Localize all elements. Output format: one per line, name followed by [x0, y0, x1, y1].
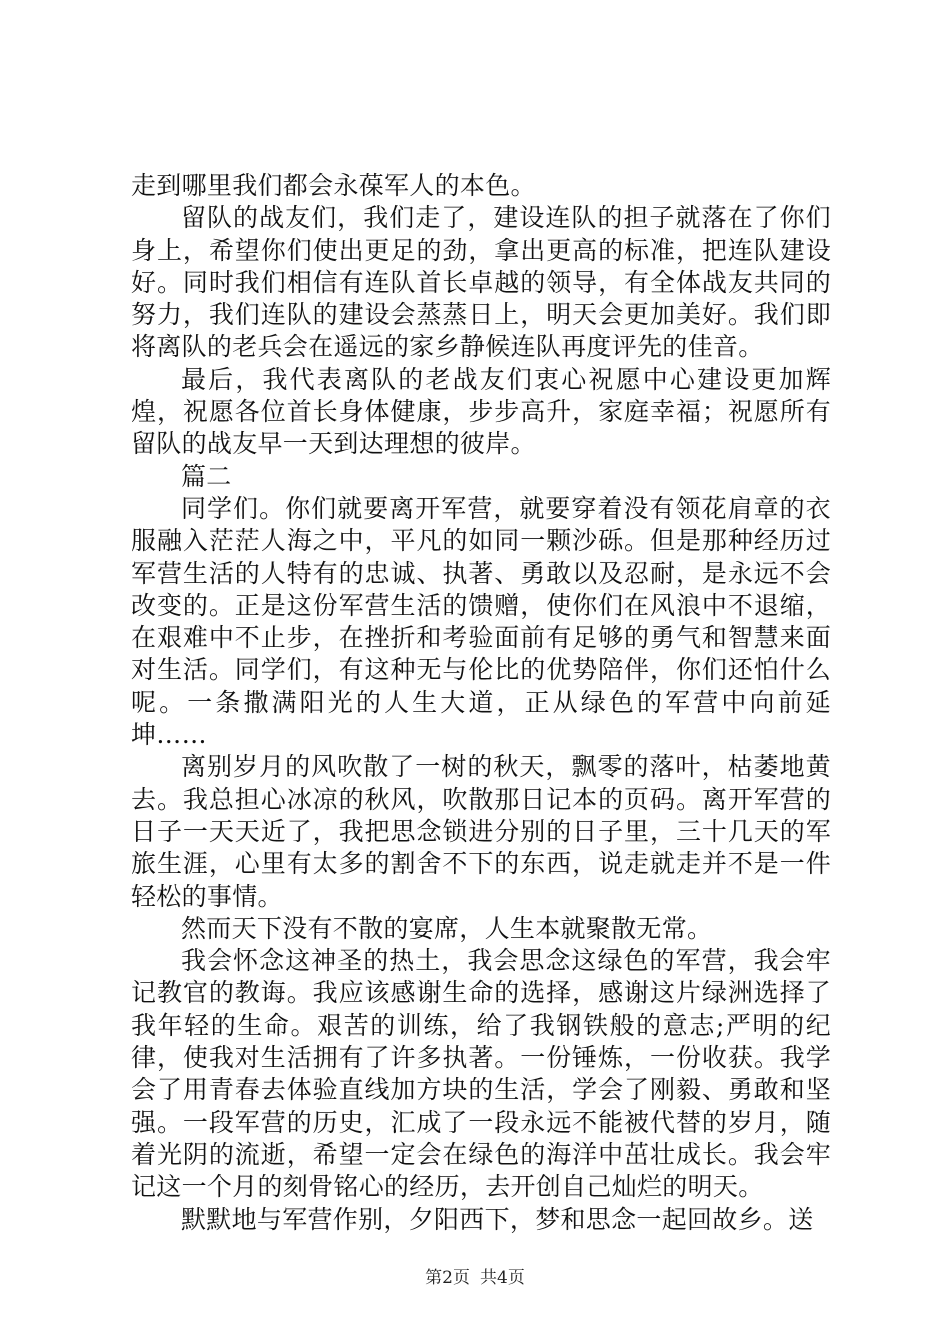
page-footer	[0, 1263, 950, 1288]
page-total: 共4页	[480, 1268, 525, 1288]
section-heading: 篇二	[181, 461, 232, 491]
paragraph: 我会怀念这神圣的热土，我会思念这绿色的军营，我会牢记教官的教诲。我应该感谢生命的选择，感谢这片绿洲选择了我年轻的生命。艰苦的训练，给了我钢铁般的意志;严明的纪律，使我对生活拥有了许多执著。一份锤炼，一份收获。我学会了用青春去体验直线加方块的生活，学会了刚毅、勇敢和坚强。一段军营的历史，汇成了一段永远不能被代替的岁月，随着光阴的流逝，希望一定会在绿色的海洋中茁壮成长。我会牢记这一个月的刻骨铭心的经历，去开创自己灿烂的明天。	[131, 946, 831, 1202]
paragraph: 留队的战友们，我们走了，建设连队的担子就落在了你们身上，希望你们使出更足的劲，拿出更高的标准，把连队建设好。同时我们相信有连队首长卓越的领导，有全体战友共同的努力，我们连队的建设会蒸蒸日上，明天会更加美好。我们即将离队的老兵会在遥远的家乡静候连队再度评先的佳音。	[131, 203, 831, 362]
paragraph: 默默地与军营作别，夕阳西下，梦和思念一起回故乡。送	[181, 1204, 814, 1234]
paragraph: 最后，我代表离队的老战友们衷心祝愿中心建设更加辉煌，祝愿各位首长身体健康，步步高升，家庭幸福；祝愿所有留队的战友早一天到达理想的彼岸。	[131, 364, 831, 459]
paragraph: 离别岁月的风吹散了一树的秋天，飘零的落叶，枯萎地黄去。我总担心冰凉的秋风，吹散那日记本的页码。离开军营的日子一天天近了，我把思念锁进分别的日子里，三十几天的军旅生涯，心里有太多的割舍不下的东西，说走就走并不是一件轻松的事情。	[131, 752, 831, 911]
document-body	[131, 170, 831, 1236]
paragraph: 走到哪里我们都会永葆军人的本色。	[131, 171, 536, 200]
paragraph: 然而天下没有不散的宴席，人生本就聚散无常。	[181, 913, 713, 943]
page-number: 第2页	[425, 1268, 470, 1288]
paragraph: 同学们。你们就要离开军营，就要穿着没有领花肩章的衣服融入茫茫人海之中，平凡的如同一颗沙砾。但是那种经历过军营生活的人特有的忠诚、执著、勇敢以及忍耐，是永远不会改变的。正是这份军营生活的馈赠，使你们在风浪中不退缩，在艰难中不止步，在挫折和考验面前有足够的勇气和智慧来面对生活。同学们，有这种无与伦比的优势陪伴，你们还怕什么呢。一条撒满阳光的人生大道，正从绿色的军营中向前延坤……	[131, 493, 831, 750]
